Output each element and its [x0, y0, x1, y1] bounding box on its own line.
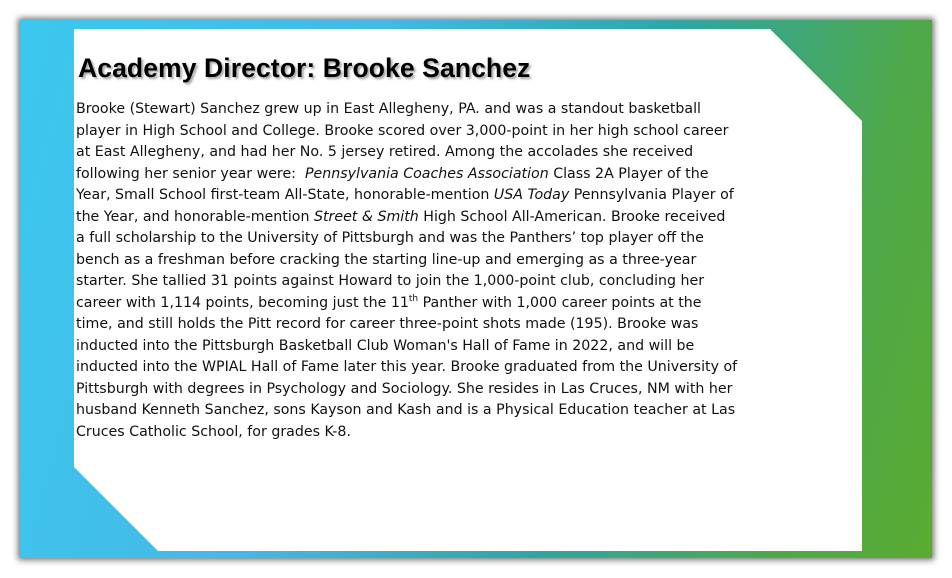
bio-text-2: Class 2A Player of the Year, Small School first-team All-State, honorable-mention: [76, 165, 713, 203]
bio-superscript: th: [408, 293, 419, 304]
bio-emphasis-3: Street & Smith: [313, 208, 419, 225]
slide-frame: [20, 20, 932, 558]
bio-text-3: Pennsylvania Player of the Year, and honorable-mention: [76, 187, 739, 225]
bio-paragraph: [76, 99, 742, 443]
page-title: Academy Director: Brooke Sanchez: [78, 53, 531, 83]
bio-emphasis-2: USA Today: [493, 187, 570, 203]
bio-text-1: Brooke (Stewart) Sanchez grew up in East Allegheny, PA. and was a standout basketball player in High School and College. Brooke scored over 3,000-point in her high school career at East Allegheny, and had her No. 5 jersey retired. Among the accolades she received following her senior year were:: [76, 101, 733, 182]
bio-text-4: High School All-American. Brooke received a full scholarship to the University of Pittsburgh and was the Panthers’ top player off the bench as a freshman before cracking the starting line-up and emerging as a three-year starter. She tallied 31 points against Howard to join the 1,000-point club, concluding her career with 1,114 points, becoming just the 11: [76, 208, 730, 311]
bio-emphasis-1: Pennsylvania Coaches Association: [304, 165, 549, 182]
bio-text-5: Panther with 1,000 career points at the time, and still holds the Pitt record for career three-point shots made (195). Brooke was inducted into the Pittsburgh Basketball Club Woman's Hall of Fame in 2022, and will be inducted into the WPIAL Hall of Fame later this year. Brooke graduated from the University of Pittsburgh with degrees in Psychology and Sociology. She resides in Las Cruces, NM with her husband Kenneth Sanchez, sons Kayson and Kash and is a Physical Education teacher at Las Cruces Catholic School, for grades K-8.: [76, 294, 742, 440]
